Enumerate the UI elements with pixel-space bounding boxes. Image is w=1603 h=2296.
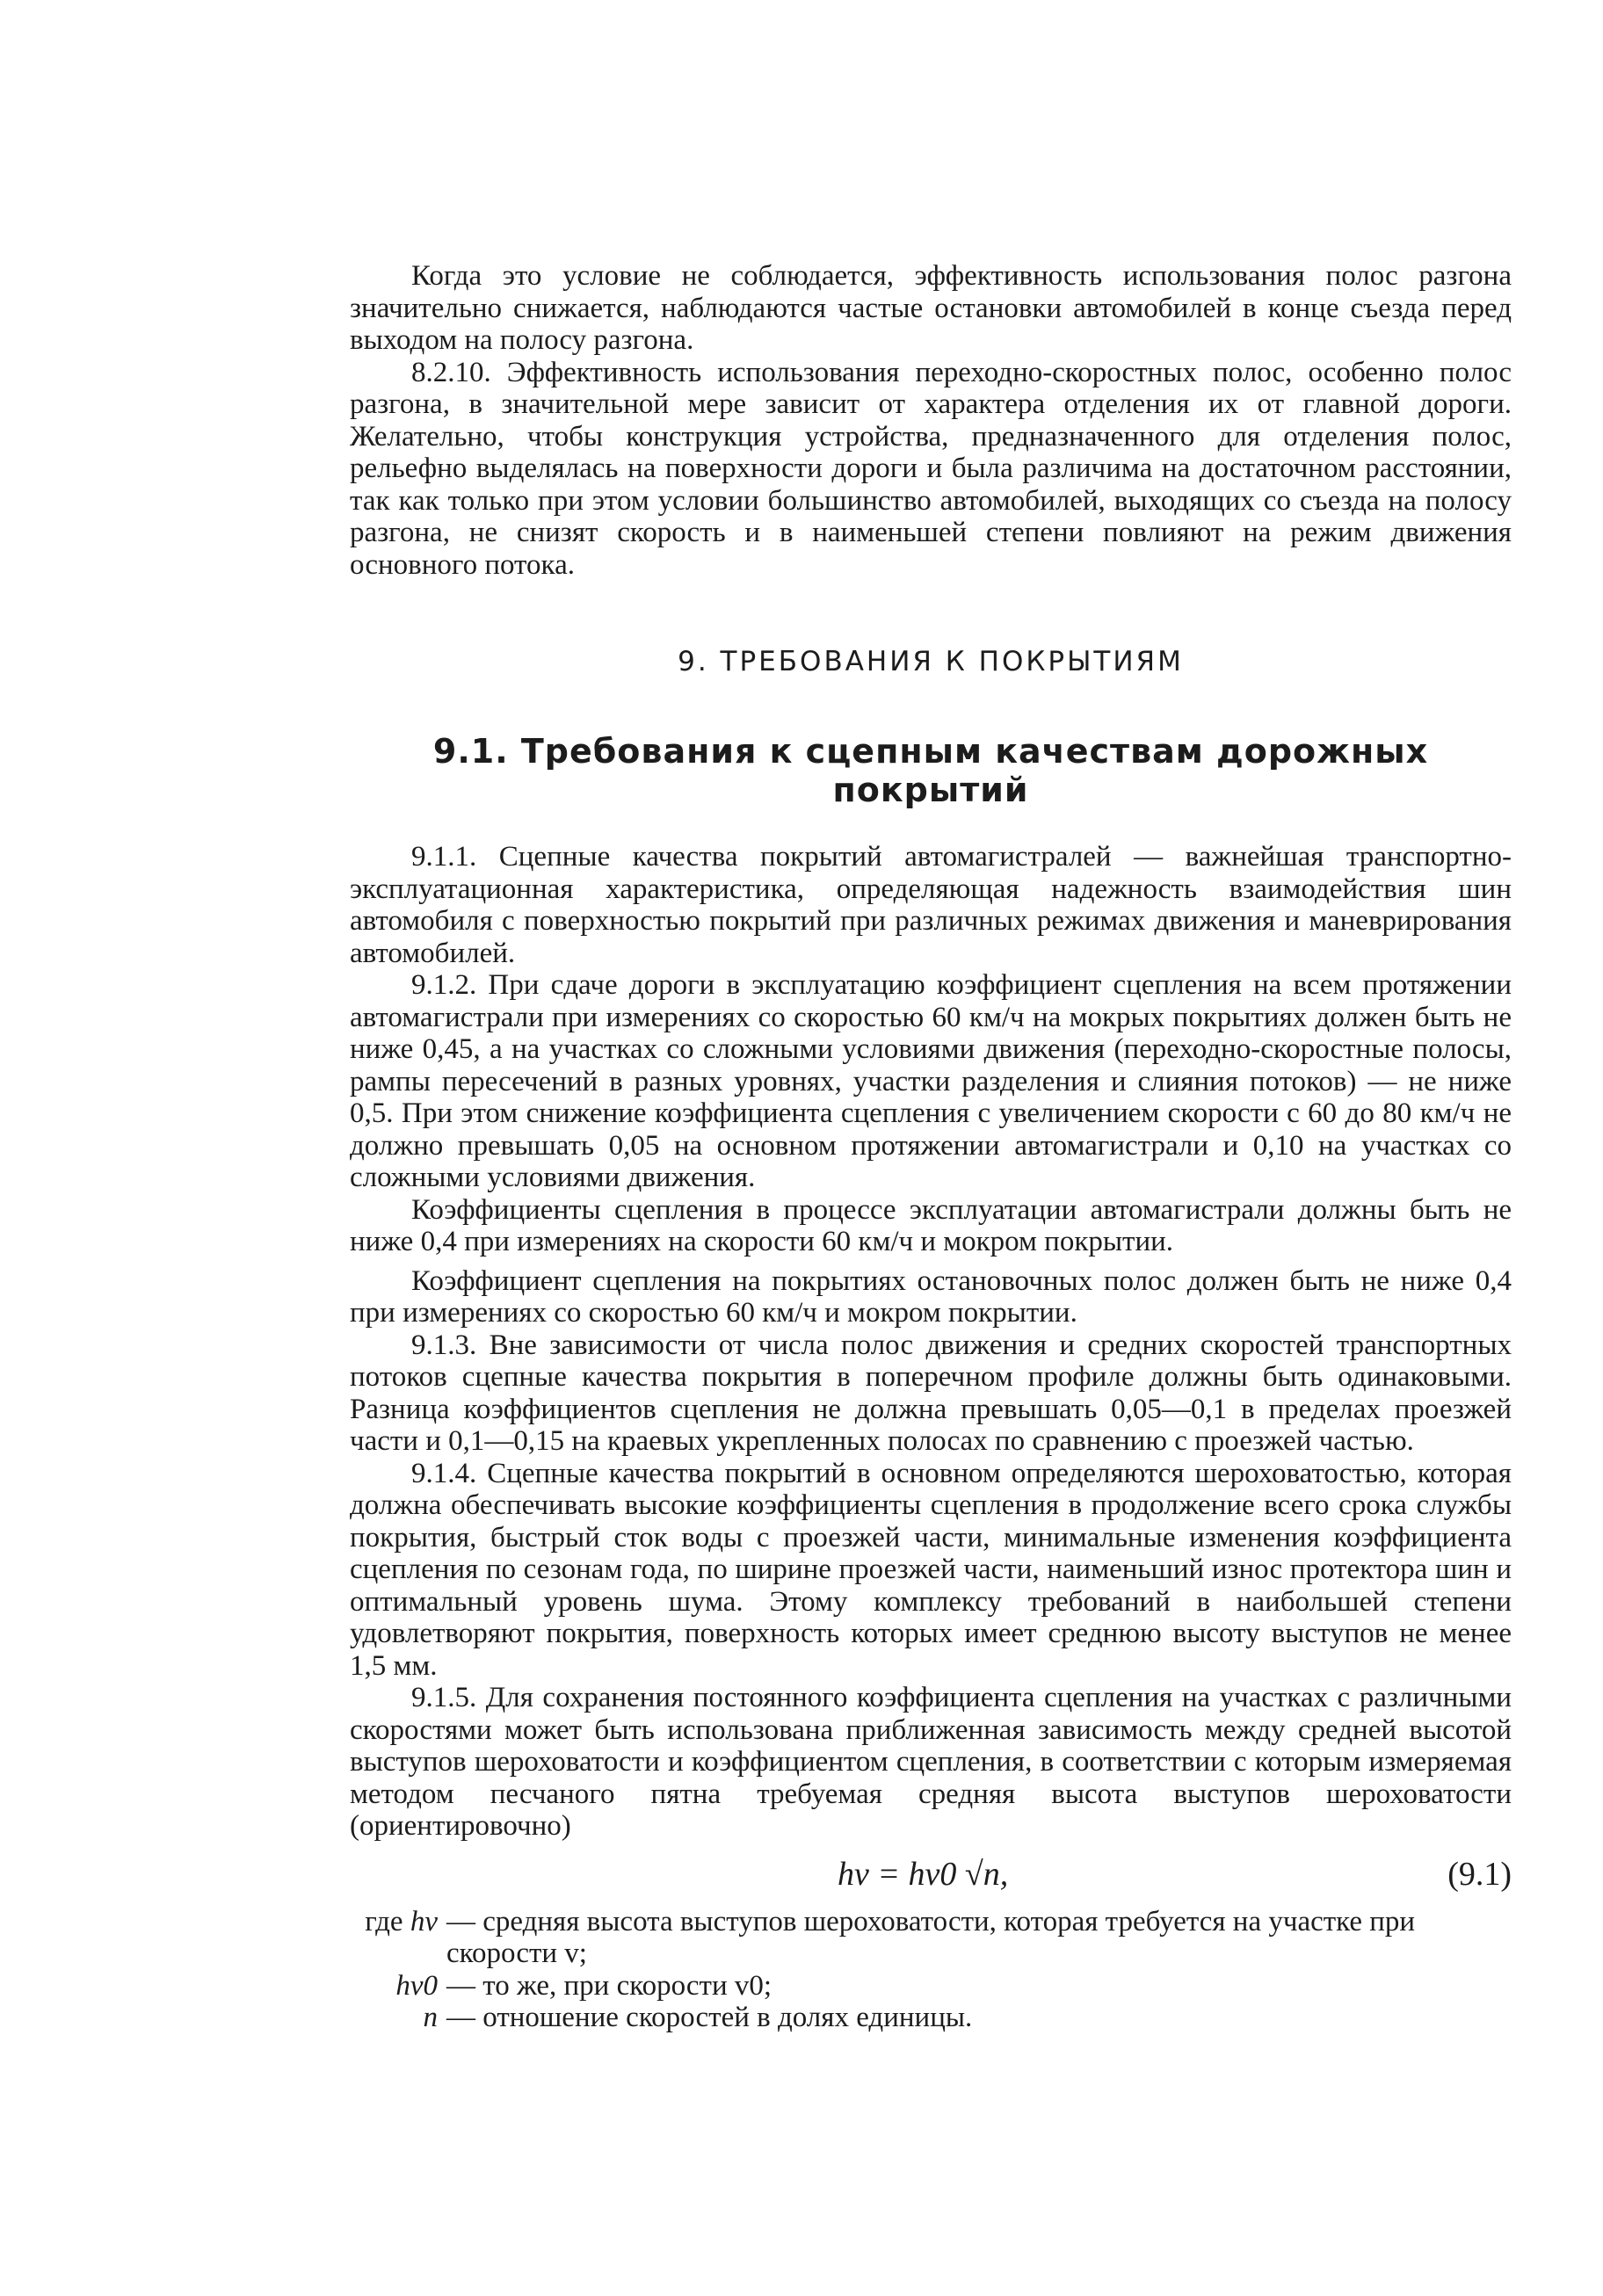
where-symbol: n bbox=[423, 2002, 438, 2033]
section-title: 9.1. Требования к сцепным качествам дорожных покрытий bbox=[432, 732, 1429, 809]
paragraph-9-1-2-stopping-lanes: Коэффициент сцепления на покрытиях остановочных полос должен быть не ниже 0,4 при измерениях со скоростью 60 км/ч и мокром покрытии. bbox=[350, 1264, 1512, 1329]
intro-paragraph: Когда это условие не соблюдается, эффективность использования полос разгона значительно снижается, наблюдаются частые остановки автомобилей в конце съезда перед выходом на полосу разгона. bbox=[350, 260, 1512, 356]
paragraph-9-1-5: 9.1.5. Для сохранения постоянного коэффициента сцепления на участках с различными скоростями может быть использована приближенная зависимость между средней высотой выступов шероховатости и коэффициентом сцепления, в соответствии с которым измеряемая методом песчаного пятна требуемая средняя высота выступов шероховатости (ориентировочно) bbox=[350, 1682, 1512, 1842]
where-definition: — средняя высота выступов шероховатости, которая требуется на участке при скорости v; bbox=[446, 1905, 1416, 1969]
where-lead: где bbox=[365, 1905, 403, 1937]
formula-9-1 bbox=[350, 1843, 1512, 1906]
where-list bbox=[350, 1906, 1512, 2034]
paragraph-8-2-10: 8.2.10. Эффективность использования переходно-скоростных полос, особенно полос разгона, в значительной мере зависит от характера отделения их от главной дороги. Желательно, чтобы конструкция устройства, предназначенного для отделения полос, рельефно выделялась на поверхности дороги и была различима на достаточном расстоянии, так как только при этом условии большинство автомобилей, выходящих со съезда на полосу разгона, не снизят скорость и в наименьшей степени повлияют на режим движения основного потока. bbox=[350, 356, 1512, 581]
where-symbol-text: hv bbox=[410, 1905, 438, 1937]
paragraph-9-1-2: 9.1.2. При сдаче дороги в эксплуатацию коэффициент сцепления на всем протяжении автомагистрали при измерениях со скоростью 60 км/ч на мокрых покрытиях должен быть не ниже 0,45, а на участках со сложными условиями движения (переходно-скоростные полосы, рампы пересечений в разных уровнях, участки разделения и слияния потоков) — не ниже 0,5. При этом снижение коэффициента сцепления с увеличением скорости с 60 до 80 км/ч не должно превышать 0,05 на основном протяжении автомагистрали и 0,10 на участках со сложными условиями движения. bbox=[350, 969, 1512, 1193]
where-symbol bbox=[350, 1906, 446, 1970]
where-definition: — то же, при скорости v0; bbox=[446, 1969, 772, 2002]
chapter-title: 9. ТРЕБОВАНИЯ К ПОКРЫТИЯМ bbox=[678, 646, 1184, 677]
formula-expression: hv = hv0 √n, bbox=[838, 1855, 1009, 1893]
page-content bbox=[350, 260, 1512, 2034]
where-definition: — отношение скоростей в долях единицы. bbox=[446, 2002, 973, 2033]
where-symbol: hv0 bbox=[395, 1969, 438, 2002]
paragraph-9-1-1: 9.1.1. Сцепные качества покрытий автомагистралей — важнейшая транспортно-эксплуатационная характеристика, определяющая надежность взаимодействия шин автомобиля с поверхностью покрытий при различных режимах движения и маневрирования автомобилей. bbox=[350, 841, 1512, 969]
paragraph-9-1-2-operation: Коэффициенты сцепления в процессе эксплуатации автомагистрали должны быть не ниже 0,4 при измерениях на скорости 60 км/ч и мокром покрытии. bbox=[350, 1193, 1512, 1257]
formula-number: (9.1) bbox=[1447, 1855, 1512, 1893]
paragraph-9-1-3: 9.1.3. Вне зависимости от числа полос движения и средних скоростей транспортных потоков сцепные качества покрытия в поперечном профиле должны быть одинаковыми. Разница коэффициентов сцепления не должна превышать 0,05—0,1 в пределах проезжей части и 0,1—0,15 на краевых укрепленных полосах по сравнению с проезжей частью. bbox=[350, 1329, 1512, 1457]
paragraph-9-1-4: 9.1.4. Сцепные качества покрытий в основном определяются шероховатостью, которая должна обеспечивать высокие коэффициенты сцепления в продолжение всего срока службы покрытия, быстрый сток воды с проезжей части, минимальные изменения коэффициента сцепления по сезонам года, по ширине проезжей части, наименьший износ протектора шин и оптимальный уровень шума. Этому комплексу требований в наибольшей степени удовлетворяют покрытия, поверхность которых имеет среднюю высоту выступов не менее 1,5 мм. bbox=[350, 1457, 1512, 1682]
